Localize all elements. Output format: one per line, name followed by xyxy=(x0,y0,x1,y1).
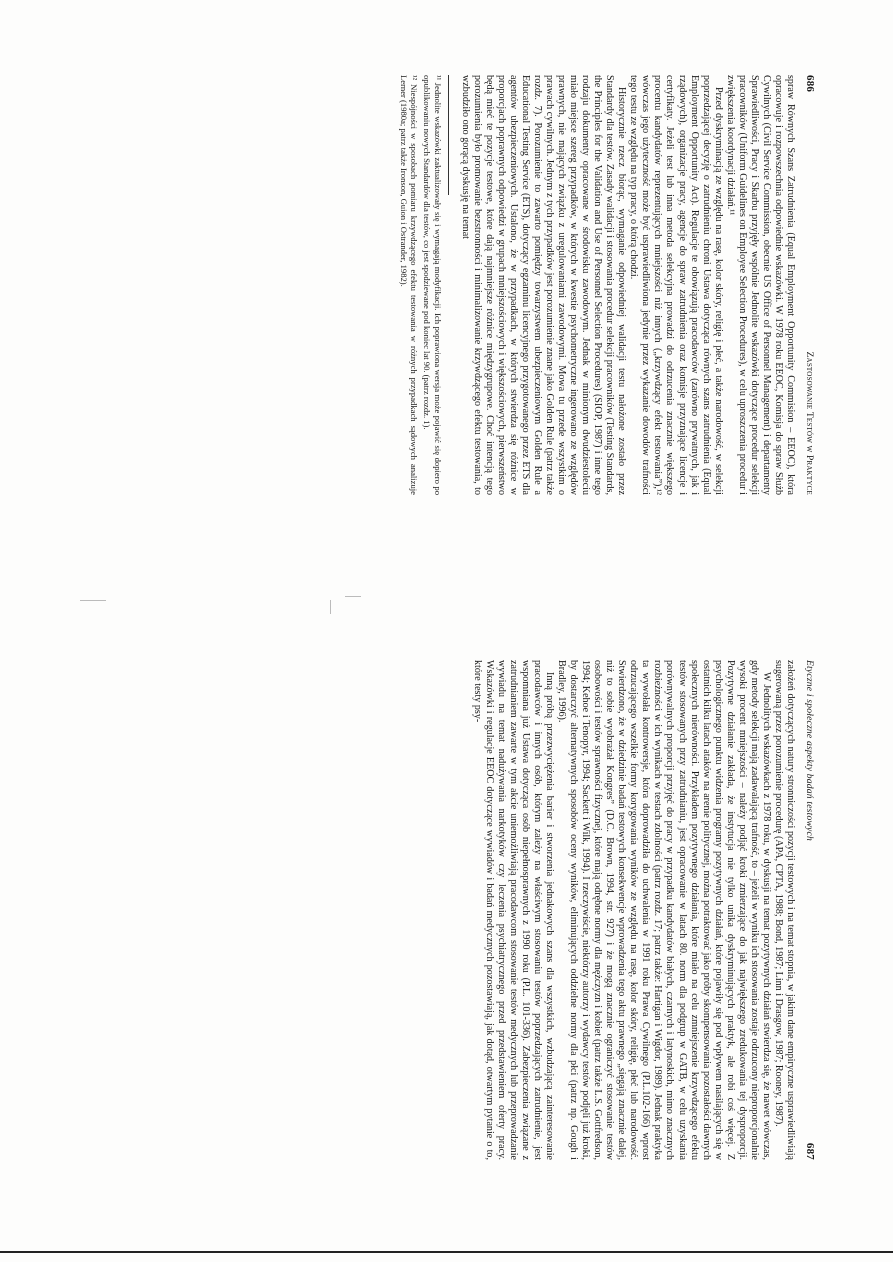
left-paragraph: spraw Równych Szans Zatrudnienia (Equal Employment Opportunity Commision – EEOC), która opracowuje i rozpowszechnia odpowiednie wskazówki. W 1978 roku EEOC, Komisja do spraw Służb Cywilnych (Civil Service Commission, obecnie US Office of Personnel Management) i departamenty Sprawiedliwości, Pracy i Skarbu przyjęły wspólnie Jednolite wskazówki dotyczące procedur selekcji pracowników (Uniform Guidelines on Employee Selection Procedures), w celu uproszczenia procedur i zwiększenia koordynacji działań.¹¹ xyxy=(724,75,796,495)
left-page-header xyxy=(803,75,816,495)
right-page-number: 687 xyxy=(804,1142,816,1160)
right-page-header xyxy=(803,660,816,1160)
left-running-head: Zastosowanie Testów w Praktyce xyxy=(804,351,815,495)
scan-mark xyxy=(345,596,361,597)
left-paragraph: Historycznie rzecz biorąc, wymaganie odpowiedniej walidacji testu nałożone zostało przez Standardy dla testów. Zasady walidacji i stosowania procedur selekcji pracowników (Testing Standards, the Principles for the Validation and Use of Personnel Selection Procedures) (SIOP, 1987) i inne tego rodzaju dokumenty opracowane w środowisku zawodowym. Jednak w minionym dwudziestoleciu miało miejsce szereg przypadków, w których w kwestie psychometryczne ingerowano ze względów prawnych, nie mających związku z uregulowaniami zawodowymi. Mowa tu przede wszystkim o prawach cywilnych. Jednym z tych przypadków jest porozumienie znane jako Golden Rule (patrz także rozdz. 7). Porozumienie to zawarto pomiędzy towarzystwem ubezpieczeniowym Golden Rule a Educational Testing Service (ETS), dotyczący egzaminu licencyjnego przygotowanego przez ETS dla agentów ubezpieczeniowych. Ustalono, że w przypadkach, w których stwierdza się różnice w proporcjach poprawnych odpowiedzi w grupach mniejszościowych i większościowych, pierwszeństwo będą mieć te pozycje testowe, które dają najmniejsze różnice międzygrupowe. Choć intencją tego porozumienia było promowanie bezstronności i minimalizowanie krzywdzącego efektu testowania, to wzbudziło ono gorącą dyskusję na temat xyxy=(459,75,628,495)
scan-mark xyxy=(80,600,106,601)
right-paragraph: W Jednolitych wskazówkach z 1978 roku, w dyskusji na temat pozytywnych działań stwierdza się, że nawet wówczas, gdy metody selekcji mają zadawalającą trafność, to – jeżeli w wyniku ich stosowania zostaje odrzucony nieproporcjonalnie wysoki procent mniejszości – należy podjąć kroki zmierzające do jak największego zredukowania tej dysproporcji. Pozytywne działanie zakłada, że instytucja nie tylko unika dyskryminujących praktyk, ale robi coś więcej. Z psychologicznego punktu widzenia programy pozytywnych działań, które pojawiły się pod wpływem nasilających się w ostatnich kilku latach ataków na arenie politycznej, można potraktować jako próby skompensowania pozostałości dawnych społecznych nierówności. Przykładem pozytywnego działania, które miało na celu zmniejszenie krzywdzącego efektu testów stosowanych przy zatrudnianiu, jest opracowanie w latach 80. norm dla podgrup w GATB, w celu uzyskania porównywalnych proporcji przyjęć do pracy w przypadku kandydatów białych, czarnych i latynoskich, mimo znacznych rozbieżności w ich wynikach w testach zdolności (patrz rozdz. 17; patrz także: Hartigan i Wigdor, 1989). Jednak praktyka ta wywołała kontrowersje, która doprowadziła do uchwalenia w 1991 roku Prawa Cywilnego (P.L.102-166) wprost odrzucającego wszelkie formy korygowania wyników ze względu na rasę, kolor skóry, religię, płeć lub narodowość. Stwierdzono, że w dziedzinie badań testowych konsekwencje wprowadzenia tego aktu prawnego „sięgają znacznie dalej, niż to sobie wyobrażał Kongres” (D.C. Brown, 1994, str. 927) i że mogą znacznie ograniczyć stosowanie testów osobowości i testów sprawności fizycznej, które mają odrębne normy dla mężczyzn i kobiet (patrz także L.S. Gottfredson, 1994; Kehoe i Tenopyr, 1994; Sackett i Wilk, 1994). I rzeczywiście, niektórzy autorzy i wydawcy testów podjęli już kroki, by dostarczyć alternatywnych sposobów oceny wyników, eliminujących oddzielne normy dla płci (patrz np. Gough i Bradley, 1996). xyxy=(556,660,772,1160)
bottom-edge-line xyxy=(0,1251,893,1253)
scan-mark xyxy=(330,600,331,614)
left-paragraph: Przed dyskryminacją ze względu na rasę, kolor skóry, religię i płeć, a także narodowość, w selekcji poprzedzającej decyzję o zatrudnieniu chroni Ustawa dotycząca równych szans zatrudnienia (Equal Employment Opportunity Act). Regulacje te obowiązują pracodawców (zarówno prywatnych, jak i rządowych), organizacje pracy, agencje do spraw zatrudnienia oraz komisje przyznające licencje i certyfikaty. Jeżeli test lub inna metoda selekcyjna prowadzi do odrzucenia znacznie większego procentu kandydatów reprezentujących mniejszości niż innych („krzywdzący efekt testowania”),¹² wówczas jego użyteczność może być usprawiedliwiona jedynie przez wykazanie dowodów trafności tego testu ze względu na typ pracy, o którą chodzi. xyxy=(628,75,724,495)
right-page xyxy=(116,660,816,1160)
footnote: ¹¹ Jednolite wskazówki zaktualizowały się i wymagają modyfikacji. Ich poprawiona wersja może pojawić się dopiero po opublikowaniu nowych Standardów dla testów, co jest spodziewane pod koniec lat 90. (patrz rozdz. 1). xyxy=(422,75,443,495)
left-page xyxy=(126,75,816,495)
footnote: ¹² Niespójności w sposobach pomiaru krzywdzącego efektu testowania w różnych przypadkach sądowych analizuje Lerner (1980a; patrz także Ironson, Guion i Ostrander, 1982). xyxy=(399,75,420,495)
right-running-head: Etyczne i społeczne aspekty badań testowych xyxy=(804,660,815,841)
footnote-rule xyxy=(448,75,449,195)
right-paragraph: założeń dotyczących natury stronniczości pozycji testowych i na temat stopnia, w jakim dane empiryczne usprawiedliwiają sugerowaną przez porozumienie procedurę (APA, CPTA, 1988; Bond, 1987; Linn i Drasgow, 1987; Rooney, 1987). xyxy=(772,660,796,1160)
right-paragraph: Inną próbą przezwyciężenia barier i stworzenia jednakowych szans dla wszystkich, wzbudzającą zainteresowanie pracodawców i innych osób, którym zależy na właściwym stosowaniu testów poprzedzających zatrudnienie, jest wspomniana już Ustawa dotycząca osób niepełnosprawnych z 1990 roku (P.L. 101-336). Zabezpieczenia związane z zatrudnianiem zawarte w tym akcie uniemożliwiają pracodawcom stosowanie testów medycznych lub przeprowadzanie wywiadu na temat nadużywania narkotyków czy leczenia psychiatrycznego przed przedstawieniem oferty pracy. Wskazówki i regulacje EEOC dotyczące wywiadów i badań medycznych pozostawiają, jak dotąd, otwartym pytanie o to, które testy psy- xyxy=(471,660,556,1160)
left-page-number: 686 xyxy=(804,75,816,93)
